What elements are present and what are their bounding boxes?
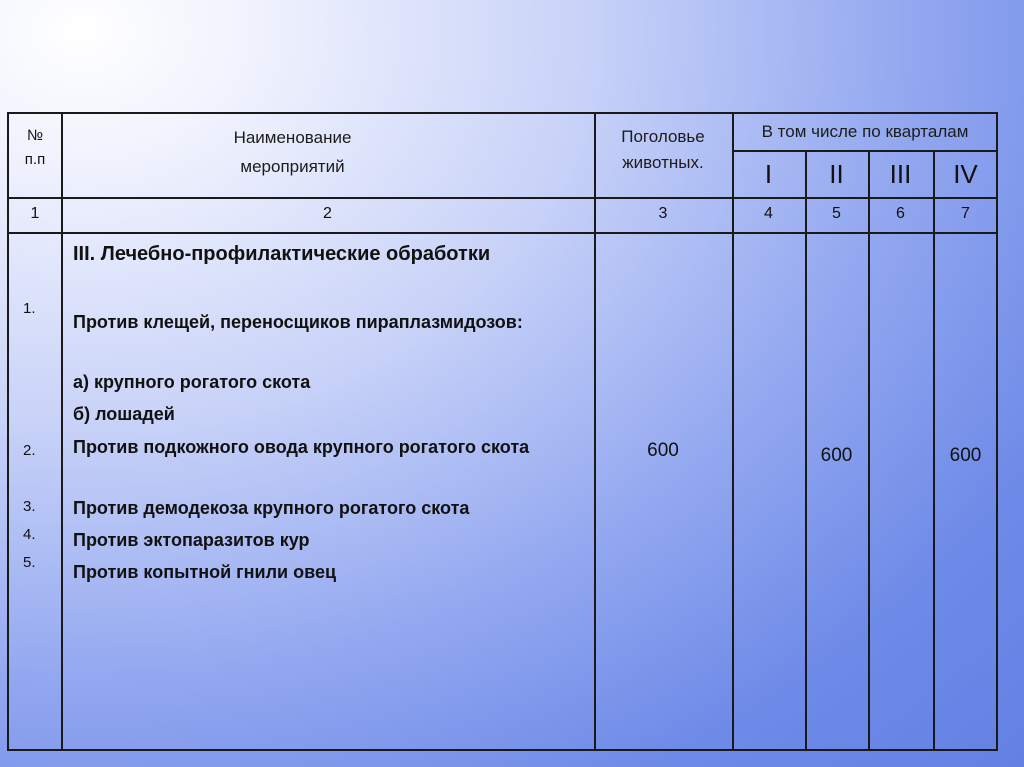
column-number: 2 <box>323 205 332 222</box>
row-divider <box>9 197 998 199</box>
item-ticks: Против клещей, переносщиков пираплазмидозов: <box>73 312 523 332</box>
row-number: 2. <box>23 442 36 459</box>
column-number: 1 <box>30 205 40 222</box>
quarter-4: IV <box>953 159 978 189</box>
header-heads: Поголовье животных. <box>621 127 705 172</box>
header-name: Наименование мероприятий <box>233 128 352 176</box>
item-ticks-cattle: а) крупного рогатого скота <box>73 372 311 392</box>
row-number: 4. <box>23 526 36 543</box>
column-number: 3 <box>658 205 668 222</box>
item-ectoparasites: Против эктопаразитов кур <box>73 530 310 550</box>
value-q4: 600 <box>949 445 982 466</box>
column-number: 7 <box>961 205 970 222</box>
quarter-2: II <box>829 159 844 189</box>
value-q2: 600 <box>820 445 853 466</box>
row-divider <box>9 232 998 234</box>
column-number: 5 <box>832 205 841 222</box>
column-number: 6 <box>896 205 905 222</box>
row-number: 1. <box>23 300 36 317</box>
col-divider <box>868 150 870 749</box>
column-number: 4 <box>764 205 773 222</box>
quarter-1: I <box>764 159 773 189</box>
row-divider <box>732 150 998 152</box>
header-number: № п.п <box>24 127 46 168</box>
section-title: III. Лечебно-профилактические обработки <box>73 243 491 265</box>
item-foot-rot: Против копытной гнили овец <box>73 562 337 582</box>
row-number: 3. <box>23 498 36 515</box>
treatment-table <box>7 112 998 751</box>
row-number: 5. <box>23 554 36 571</box>
item-ticks-horses: б) лошадей <box>73 404 175 424</box>
item-demodex: Против демодекоза крупного рогатого скота <box>73 498 470 518</box>
header-quarters: В том числе по кварталам <box>761 122 969 141</box>
item-warble-fly: Против подкожного овода крупного рогатого скота <box>73 437 530 457</box>
value-heads: 600 <box>647 440 679 461</box>
quarter-3: III <box>889 159 912 189</box>
